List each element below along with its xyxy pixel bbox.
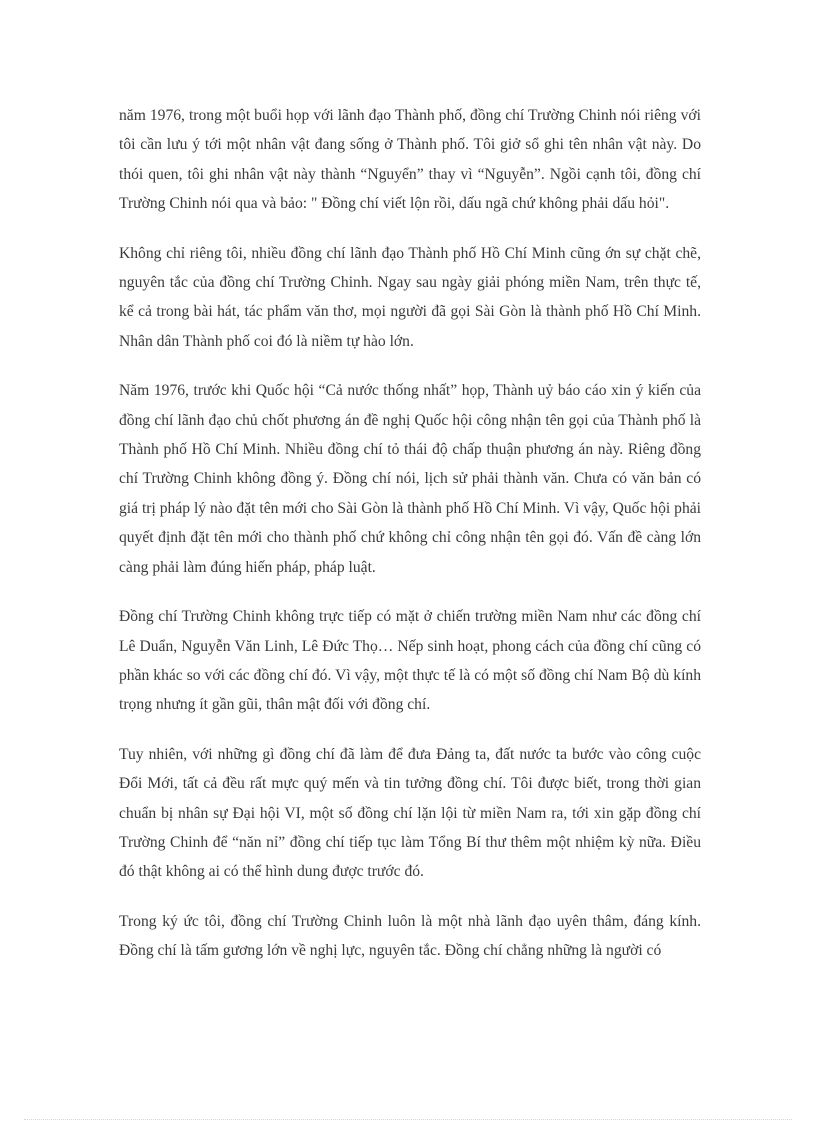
paragraph-3: Năm 1976, trước khi Quốc hội “Cả nước thống nhất” họp, Thành uỷ báo cáo xin ý kiến của đồng chí lãnh đạo chủ chốt phương án đề nghị Quốc hội công nhận tên gọi của Thành phố là Thành phố Hồ Chí Minh. Nhiều đồng chí tỏ thái độ chấp thuận phương án này. Riêng đồng chí Trường Chinh không đồng ý. Đồng chí nói, lịch sử phải thành văn. Chưa có văn bản có giá trị pháp lý nào đặt tên mới cho Sài Gòn là thành phố Hồ Chí Minh. Vì vậy, Quốc hội phải quyết định đặt tên mới cho thành phố chứ không chỉ công nhận tên gọi đó. Vấn đề càng lớn càng phải làm đúng hiến pháp, pháp luật.: [119, 382, 701, 576]
paragraph-2: Không chỉ riêng tôi, nhiều đồng chí lãnh đạo Thành phố Hồ Chí Minh cũng ớn sự chặt chẽ, nguyên tắc của đồng chí Trường Chinh. Ngay sau ngày giải phóng miền Nam, trên thực tế, kể cả trong bài hát, tác phẩm văn thơ, mọi người đã gọi Sài Gòn là thành phố Hồ Chí Minh. Nhân dân Thành phố coi đó là niềm tự hào lớn.: [119, 244, 701, 350]
paragraph-5: Tuy nhiên, với những gì đồng chí đã làm để đưa Đảng ta, đất nước ta bước vào công cuộc Đổi Mới, tất cả đều rất mực quý mến và tin tưởng đồng chí. Tôi được biết, trong thời gian chuẩn bị nhân sự Đại hội VI, một số đồng chí lặn lội từ miền Nam ra, tới xin gặp đồng chí Trường Chinh để “năn nỉ” đồng chí tiếp tục làm Tổng Bí thư thêm một nhiệm kỳ nữa. Điều đó thật không ai có thể hình dung được trước đó.: [119, 745, 701, 881]
page-bottom-divider: [24, 1119, 792, 1120]
paragraph-6: Trong ký ức tôi, đồng chí Trường Chinh luôn là một nhà lãnh đạo uyên thâm, đáng kính. Đồng chí là tấm gương lớn về nghị lực, nguyên tắc. Đồng chí chẳng những là người có: [119, 912, 701, 960]
document-body: [119, 101, 701, 986]
paragraph-4: Đồng chí Trường Chinh không trực tiếp có mặt ở chiến trường miền Nam như các đồng chí Lê Duẩn, Nguyễn Văn Linh, Lê Đức Thọ… Nếp sinh hoạt, phong cách của đồng chí cũng có phần khác so với các đồng chí đó. Vì vậy, một thực tế là có một số đồng chí Nam Bộ dù kính trọng nhưng ít gần gũi, thân mật đối với đồng chí.: [119, 608, 701, 714]
paragraph-1: năm 1976, trong một buổi họp với lãnh đạo Thành phố, đồng chí Trường Chinh nói riêng với tôi cần lưu ý tới một nhân vật đang sống ở Thành phố. Tôi giở sổ ghi tên nhân vật này. Do thói quen, tôi ghi nhân vật này thành “Nguyển” thay vì “Nguyễn”. Ngồi cạnh tôi, đồng chí Trường Chinh nói qua và bảo: " Đồng chí viết lộn rồi, dấu ngã chứ không phải dấu hỏi".: [119, 107, 701, 213]
